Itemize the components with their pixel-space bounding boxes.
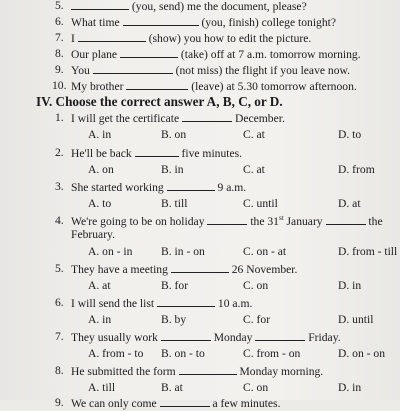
option-b[interactable]: B. on - to: [161, 347, 205, 360]
answer-blank: [160, 396, 210, 407]
answer-blank: [120, 47, 178, 58]
option-b[interactable]: B. for: [161, 279, 189, 292]
option-a[interactable]: A. on: [88, 163, 114, 176]
option-d[interactable]: D. on - on: [338, 347, 386, 360]
option-a[interactable]: A. till: [88, 381, 116, 394]
option-d[interactable]: D. at: [338, 197, 361, 210]
answer-blank: [93, 63, 173, 74]
option-b[interactable]: B. by: [161, 313, 187, 326]
option-a[interactable]: A. on - in: [88, 245, 133, 258]
answer-blank: [78, 31, 146, 42]
option-b[interactable]: B. till: [161, 197, 188, 210]
answer-blank: [126, 79, 188, 90]
answer-blank: [123, 15, 199, 26]
option-b[interactable]: B. at: [161, 381, 183, 394]
option-b[interactable]: B. on: [161, 128, 187, 141]
answer-blank: [255, 330, 305, 341]
answer-blank: [207, 214, 247, 225]
answer-blank: [135, 146, 179, 157]
answer-blank: [157, 296, 215, 307]
option-c[interactable]: C. at: [243, 163, 265, 176]
option-b[interactable]: B. in - on: [161, 245, 205, 258]
section-heading: IV. Choose the correct answer A, B, C, or D.: [36, 94, 283, 109]
option-c[interactable]: C. from - on: [243, 347, 301, 360]
option-d[interactable]: D. in: [338, 381, 362, 394]
option-d[interactable]: D. from - till: [338, 245, 398, 258]
option-c[interactable]: C. for: [243, 313, 271, 326]
option-a[interactable]: A. to: [88, 197, 112, 210]
worksheet-page: 5. (you, send) me the document, please? 6. What time (you, finish) college tonight? 7. I (show) you how to edit the picture. 8. Our plane (take) off at 7 a.m. tomorrow morning. 9. You (not miss) the flight if you leave now. 10. My brother (leave) at 5.30 tomorrow afternoon. IV. Choose the correct answer A, B, C, or D. 1. I will get the certificate December. A. in B. on C. at D. to 2. He'll be back five minutes. A. on B. in C. at D. from 3. She started working 9 a.m. A. to B. till C. until D. at 4. We're going to be on holiday the 31st January the February. A. on - in B. in - on C. on - at D. from - till 5. They have a meeting 26 November. A. at B. for C. on D. in 6. I will send the list 10 a.m. A. in B. by C. for D. until 7. They usually work Monday Friday. A. from - to B. on - to C. from - on D. on - on 8. He submitted the form Monday morning. A. till B. at C. on D. in 9. We can only come a few minutes.: [0, 0, 400, 400]
option-c[interactable]: C. on: [243, 279, 269, 292]
option-c[interactable]: C. until: [243, 197, 278, 210]
option-a[interactable]: A. in: [88, 313, 112, 326]
option-a[interactable]: A. from - to: [88, 347, 144, 360]
option-d[interactable]: D. in: [338, 279, 362, 292]
answer-blank: [326, 214, 366, 225]
option-c[interactable]: C. on - at: [243, 245, 287, 258]
option-d[interactable]: D. until: [338, 313, 374, 326]
option-c[interactable]: C. on: [243, 381, 269, 394]
option-d[interactable]: D. to: [338, 128, 362, 141]
option-a[interactable]: A. in: [88, 128, 112, 141]
answer-blank: [71, 0, 129, 10]
answer-blank: [161, 330, 211, 341]
answer-blank: [167, 180, 215, 191]
answer-blank: [179, 364, 237, 375]
option-d[interactable]: D. from: [338, 163, 375, 176]
option-b[interactable]: B. in: [161, 163, 184, 176]
answer-blank: [182, 111, 232, 122]
option-c[interactable]: C. at: [243, 128, 265, 141]
option-a[interactable]: A. at: [88, 279, 111, 292]
answer-blank: [171, 262, 229, 273]
